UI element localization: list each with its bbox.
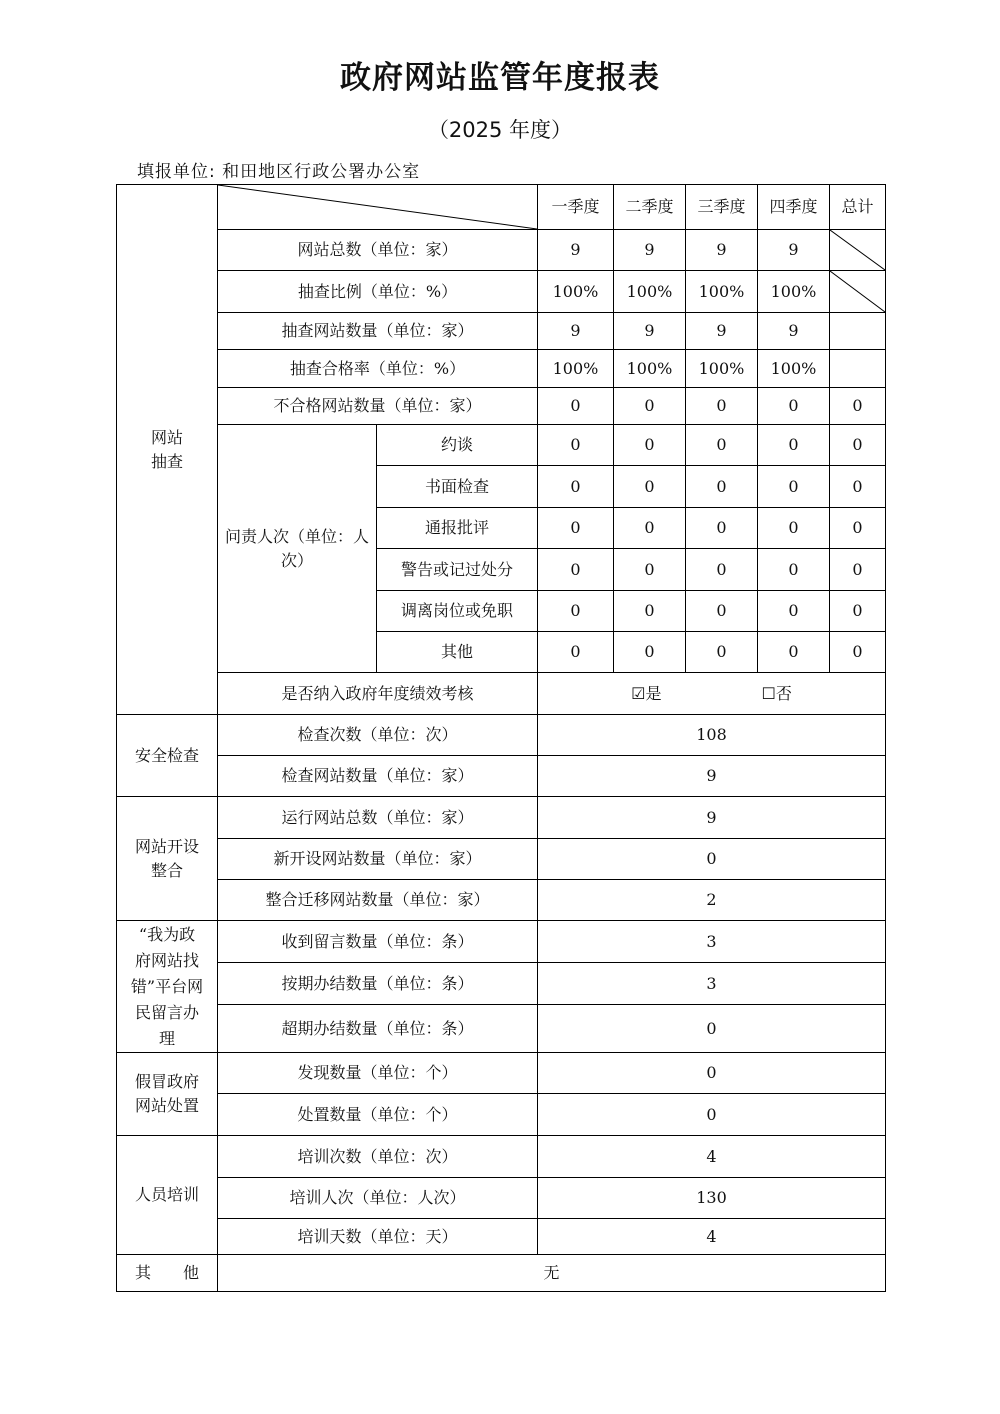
table-row xyxy=(117,1094,886,1136)
cell-q3: 9 xyxy=(686,313,758,350)
cell-total xyxy=(830,313,886,350)
table-row xyxy=(117,1053,886,1094)
cell-value: 9 xyxy=(538,797,886,839)
row-label: 超期办结数量（单位：条） xyxy=(218,1005,538,1053)
category-other: 其 他 xyxy=(117,1255,218,1292)
cell-q1: 0 xyxy=(538,508,614,549)
cell-q4: 0 xyxy=(758,508,830,549)
table-row xyxy=(117,350,886,388)
cell-total: 0 xyxy=(830,508,886,549)
cell-q3: 0 xyxy=(686,549,758,591)
cell-q2: 0 xyxy=(614,466,686,508)
cell-q2: 9 xyxy=(614,313,686,350)
cell-q3: 0 xyxy=(686,425,758,466)
cell-q1: 0 xyxy=(538,425,614,466)
cell-value: 3 xyxy=(538,921,886,963)
cell-total: 0 xyxy=(830,549,886,591)
cell-q4: 100% xyxy=(758,271,830,313)
cell-total: 0 xyxy=(830,425,886,466)
cell-q2: 100% xyxy=(614,271,686,313)
report-year: （2025 年度） xyxy=(427,118,573,142)
table-row xyxy=(117,425,886,466)
cell-q4: 100% xyxy=(758,350,830,388)
cell-q3: 0 xyxy=(686,591,758,632)
table-row xyxy=(117,1255,886,1292)
row-label: 运行网站总数（单位：家） xyxy=(218,797,538,839)
performance-row xyxy=(117,673,886,715)
row-label: 培训次数（单位：次） xyxy=(218,1136,538,1178)
row-label: 约谈 xyxy=(377,425,538,466)
category-training: 人员培训 xyxy=(117,1136,218,1255)
row-label: 检查网站数量（单位：家） xyxy=(218,756,538,797)
cell-q3: 100% xyxy=(686,350,758,388)
category-spot-check: 网站 抽查 xyxy=(117,185,218,715)
cell-q1: 100% xyxy=(538,350,614,388)
report-title: 政府网站监管年度报表 xyxy=(340,60,660,96)
cell-q2: 0 xyxy=(614,508,686,549)
cell-q1: 0 xyxy=(538,591,614,632)
table-row xyxy=(117,880,886,921)
cell-q1: 0 xyxy=(538,466,614,508)
header-diagonal-cell xyxy=(218,185,538,230)
cell-q3: 0 xyxy=(686,508,758,549)
cell-value: 2 xyxy=(538,880,886,921)
cell-q4: 0 xyxy=(758,549,830,591)
row-label: 其他 xyxy=(377,632,538,673)
performance-options xyxy=(538,673,886,715)
category-setup: 网站开设 整合 xyxy=(117,797,218,921)
cell-total-crossed xyxy=(830,271,886,313)
cell-q1: 0 xyxy=(538,549,614,591)
checkbox-yes[interactable]: ☑是 xyxy=(631,683,662,703)
header-q4: 四季度 xyxy=(758,185,830,230)
cell-value: 130 xyxy=(538,1178,886,1219)
row-label: 网站总数（单位：家） xyxy=(218,230,538,271)
cell-q1: 0 xyxy=(538,388,614,425)
cell-q4: 0 xyxy=(758,466,830,508)
diagonal-line xyxy=(218,185,537,229)
checkbox-no[interactable]: ☐否 xyxy=(761,683,792,703)
table-row xyxy=(117,1219,886,1255)
table-row xyxy=(117,921,886,963)
cell-q3: 0 xyxy=(686,388,758,425)
table-row xyxy=(117,715,886,756)
cell-value: 0 xyxy=(538,1094,886,1136)
fill-unit: 填报单位: 和田地区行政公署办公室 xyxy=(137,162,421,182)
cell-total: 0 xyxy=(830,632,886,673)
cell-value: 108 xyxy=(538,715,886,756)
header-q1: 一季度 xyxy=(538,185,614,230)
row-label: 按期办结数量（单位：条） xyxy=(218,963,538,1005)
cell-q3: 0 xyxy=(686,466,758,508)
row-label: 抽查网站数量（单位：家） xyxy=(218,313,538,350)
cell-value: 0 xyxy=(538,839,886,880)
table-row xyxy=(117,839,886,880)
cell-q3: 9 xyxy=(686,230,758,271)
cell-q2: 0 xyxy=(614,591,686,632)
cell-q4: 0 xyxy=(758,425,830,466)
header-total: 总计 xyxy=(830,185,886,230)
cell-q1: 9 xyxy=(538,313,614,350)
table-row xyxy=(117,271,886,313)
cell-q3: 100% xyxy=(686,271,758,313)
row-label: 整合迁移网站数量（单位：家） xyxy=(218,880,538,921)
cell-q1: 9 xyxy=(538,230,614,271)
cell-total: 0 xyxy=(830,591,886,632)
row-label: 抽查合格率（单位：%） xyxy=(218,350,538,388)
cell-q2: 9 xyxy=(614,230,686,271)
table-row xyxy=(117,797,886,839)
cell-q1: 0 xyxy=(538,632,614,673)
row-label: 处置数量（单位：个） xyxy=(218,1094,538,1136)
table-row xyxy=(117,388,886,425)
table-row xyxy=(117,1136,886,1178)
cell-value: 无 xyxy=(218,1255,886,1292)
cell-q1: 100% xyxy=(538,271,614,313)
category-security: 安全检查 xyxy=(117,715,218,797)
cell-q4: 0 xyxy=(758,591,830,632)
category-messages: “我为政 府网站找 错”平台网 民留言办 理 xyxy=(117,921,218,1053)
cell-value: 9 xyxy=(538,756,886,797)
diagonal-line xyxy=(830,230,885,270)
cell-total-crossed xyxy=(830,230,886,271)
table-row xyxy=(117,1178,886,1219)
cell-q2: 0 xyxy=(614,632,686,673)
cell-q4: 0 xyxy=(758,388,830,425)
cell-total: 0 xyxy=(830,388,886,425)
row-label: 通报批评 xyxy=(377,508,538,549)
row-label: 是否纳入政府年度绩效考核 xyxy=(218,673,538,715)
table-row xyxy=(117,313,886,350)
row-label: 发现数量（单位：个） xyxy=(218,1053,538,1094)
category-fake: 假冒政府 网站处置 xyxy=(117,1053,218,1136)
row-label: 抽查比例（单位：%） xyxy=(218,271,538,313)
row-label: 警告或记过处分 xyxy=(377,549,538,591)
cell-q2: 0 xyxy=(614,388,686,425)
cell-total: 0 xyxy=(830,466,886,508)
row-label: 检查次数（单位：次） xyxy=(218,715,538,756)
row-label: 收到留言数量（单位：条） xyxy=(218,921,538,963)
table-row xyxy=(117,756,886,797)
table-row xyxy=(117,1005,886,1053)
cell-value: 0 xyxy=(538,1053,886,1094)
cell-value: 4 xyxy=(538,1136,886,1178)
cell-q2: 0 xyxy=(614,549,686,591)
cell-value: 0 xyxy=(538,1005,886,1053)
cell-q4: 9 xyxy=(758,230,830,271)
cell-q3: 0 xyxy=(686,632,758,673)
row-label: 培训天数（单位：天） xyxy=(218,1219,538,1255)
cell-value: 4 xyxy=(538,1219,886,1255)
cell-value: 3 xyxy=(538,963,886,1005)
diagonal-line xyxy=(830,271,885,312)
row-label: 新开设网站数量（单位：家） xyxy=(218,839,538,880)
cell-q2: 0 xyxy=(614,425,686,466)
table-row xyxy=(117,963,886,1005)
header-q3: 三季度 xyxy=(686,185,758,230)
report-table xyxy=(116,184,886,1292)
cell-q2: 100% xyxy=(614,350,686,388)
table-row xyxy=(117,230,886,271)
row-label: 不合格网站数量（单位：家） xyxy=(218,388,538,425)
accountability-label: 问责人次（单位：人次） xyxy=(218,425,377,673)
row-label: 调离岗位或免职 xyxy=(377,591,538,632)
cell-q4: 0 xyxy=(758,632,830,673)
header-q2: 二季度 xyxy=(614,185,686,230)
header-row xyxy=(117,185,886,230)
row-label: 培训人次（单位：人次） xyxy=(218,1178,538,1219)
cell-total xyxy=(830,350,886,388)
row-label: 书面检查 xyxy=(377,466,538,508)
cell-q4: 9 xyxy=(758,313,830,350)
